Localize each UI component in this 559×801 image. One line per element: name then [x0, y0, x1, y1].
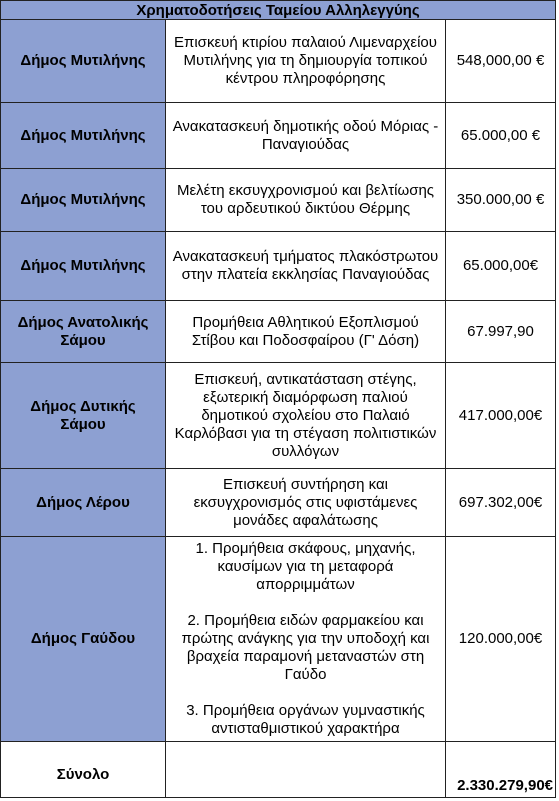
- project-cell: Ανακατασκευή τμήματος πλακόστρωτου στην πλατεία εκκλησίας Παναγιούδας: [166, 232, 446, 301]
- table-row: [1, 103, 556, 169]
- table-row-gavdos: [1, 537, 556, 742]
- municipality-cell: Δήμος Λέρου: [1, 469, 166, 537]
- project-list-cell: [166, 537, 446, 742]
- table-row: [1, 169, 556, 232]
- total-row: [1, 742, 556, 798]
- amount-cell: 548,000,00 €: [446, 20, 556, 103]
- title-row: [1, 1, 556, 20]
- amount-cell: 350.000,00 €: [446, 169, 556, 232]
- project-cell: Επισκευή συντήρηση και εκσυγχρονισμός στις υφιστάμενες μονάδες αφαλάτωσης: [166, 469, 446, 537]
- project-cell: Επισκευή κτιρίου παλαιού Λιμεναρχείου Μυτιλήνης για τη δημιουργία τοπικού κέντρου πληροφόρησης: [166, 20, 446, 103]
- amount-cell: 67.997,90: [446, 301, 556, 363]
- table-title: Χρηματοδοτήσεις Ταμείου Αλληλεγγύης: [1, 1, 556, 20]
- total-amount: 2.330.279,90€: [446, 742, 556, 798]
- table-row: [1, 301, 556, 363]
- table-row: [1, 363, 556, 469]
- amount-cell: 417.000,00€: [446, 363, 556, 469]
- municipality-cell: Δήμος Μυτιλήνης: [1, 20, 166, 103]
- project-cell: Ανακατασκευή δημοτικής οδού Μόριας - Παναγιούδας: [166, 103, 446, 169]
- table-row: [1, 20, 556, 103]
- municipality-cell: Δήμος Μυτιλήνης: [1, 169, 166, 232]
- municipality-cell: Δήμος Ανατολικής Σάμου: [1, 301, 166, 363]
- municipality-cell: Δήμος Μυτιλήνης: [1, 103, 166, 169]
- table-row: [1, 232, 556, 301]
- project-list-item: 3. Προμήθεια οργάνων γυμναστικής αντισταθμιστικού χαρακτήρα: [186, 702, 425, 737]
- project-list-item: 1. Προμήθεια σκάφους, μηχανής, καυσίμων για τη μεταφορά απορριμμάτων: [195, 540, 416, 593]
- project-cell: Μελέτη εκσυγχρονισμού και βελτίωσης του αρδευτικού δικτύου Θέρμης: [166, 169, 446, 232]
- project-cell: Επισκευή, αντικατάσταση στέγης, εξωτερική διαμόρφωση παλιού δημοτικού σχολείου στο Παλαιό Καρλόβασι για τη στέγαση πολιτιστικών συλλόγων: [166, 363, 446, 469]
- total-label: Σύνολο: [1, 742, 166, 798]
- table-row: [1, 469, 556, 537]
- total-project-cell: [166, 742, 446, 798]
- amount-cell: 65.000,00 €: [446, 103, 556, 169]
- amount-cell: 697.302,00€: [446, 469, 556, 537]
- municipality-cell: Δήμος Γαύδου: [1, 537, 166, 742]
- municipality-cell: Δήμος Μυτιλήνης: [1, 232, 166, 301]
- amount-cell: 120.000,00€: [446, 537, 556, 742]
- project-list-item: 2. Προμήθεια ειδών φαρμακείου και πρώτης ανάγκης για την υποδοχή και βραχεία παραμονή μεταναστών στη Γαύδο: [181, 612, 430, 683]
- project-cell: Προμήθεια Αθλητικού Εξοπλισμού Στίβου και Ποδοσφαίρου (Γ' Δόση): [166, 301, 446, 363]
- amount-cell: 65.000,00€: [446, 232, 556, 301]
- municipality-cell: Δήμος Δυτικής Σάμου: [1, 363, 166, 469]
